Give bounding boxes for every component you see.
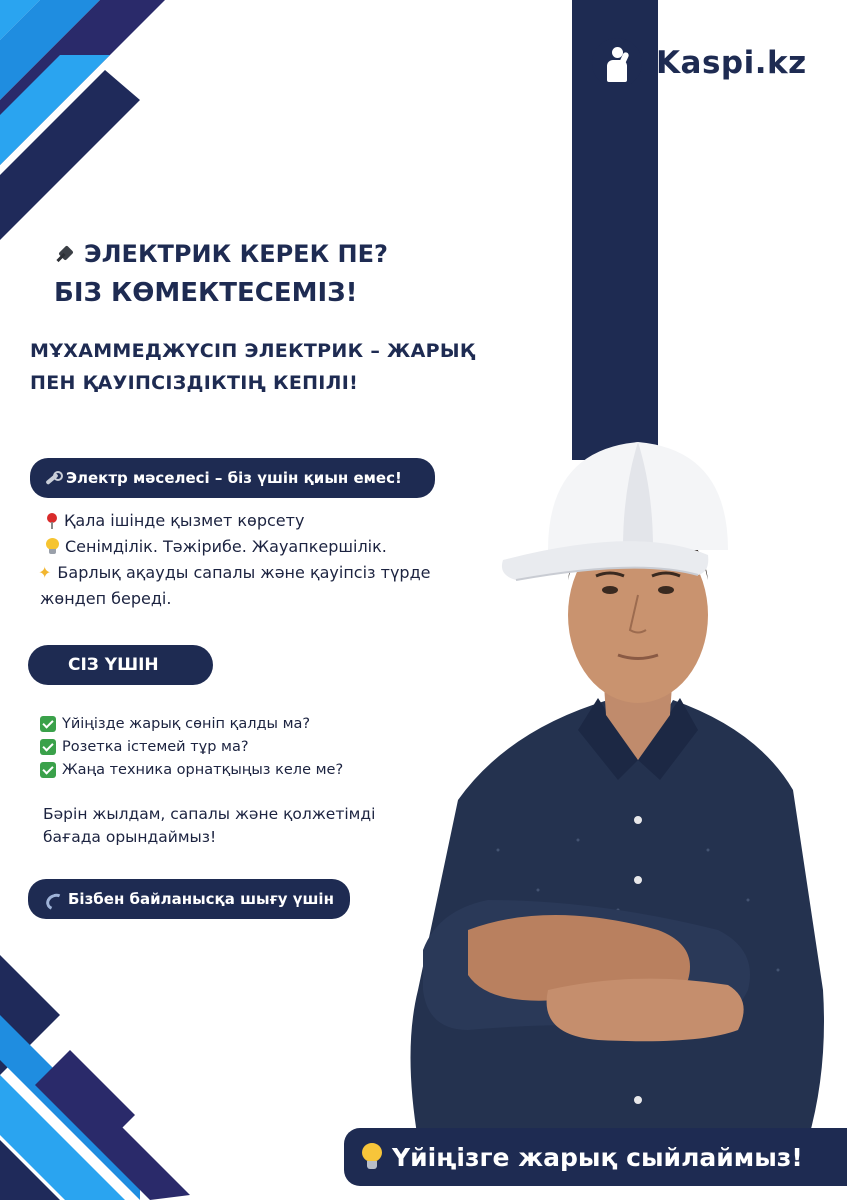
contact-button[interactable] xyxy=(28,879,350,919)
wrench-icon xyxy=(44,470,60,486)
subheadline-line-1: МҰХАММЕДЖҮСІП ЭЛЕКТРИК – ЖАРЫҚ xyxy=(30,340,475,362)
kaspi-logo[interactable] xyxy=(592,38,807,88)
subheadline-line-2: ПЕН ҚАУІПСІЗДІКТІҢ КЕПІЛІ! xyxy=(30,372,359,394)
bulb-icon xyxy=(46,538,59,555)
feature-item-2-text: Сенімділік. Тәжірибе. Жауапкершілік. xyxy=(65,537,387,556)
feature-item-3-text: Барлық ақауды сапалы және қауіпсіз түрде xyxy=(57,563,431,582)
contact-button-label: Бізбен байланысқа шығу үшін xyxy=(68,890,334,908)
question-1-text: Үйіңізде жарық сөніп қалды ма? xyxy=(62,716,311,732)
plug-icon xyxy=(54,242,76,266)
for-you-label: СІЗ ҮШІН xyxy=(28,645,213,685)
question-3 xyxy=(40,762,343,778)
question-2 xyxy=(40,739,249,755)
top-left-stripes xyxy=(0,0,170,240)
feature-item-3 xyxy=(38,563,430,582)
problem-banner-text: Электр мәселесі – біз үшін қиын емес! xyxy=(66,469,402,487)
promise-line-2: бағада орындаймыз! xyxy=(43,828,217,846)
problem-banner xyxy=(30,458,435,498)
electrician-photo xyxy=(398,430,847,1140)
check-icon xyxy=(40,739,56,755)
check-icon xyxy=(40,762,56,778)
question-2-text: Розетка істемей тұр ма? xyxy=(62,739,249,755)
headline-line-1 xyxy=(54,240,388,268)
kaspi-badge-icon xyxy=(592,38,642,88)
feature-item-1-text: Қала ішінде қызмет көрсету xyxy=(64,511,305,530)
logo-text: Kaspi.kz xyxy=(656,45,807,81)
pin-icon xyxy=(46,513,58,529)
headline-line-1-text: ЭЛЕКТРИК КЕРЕК ПЕ? xyxy=(84,240,388,268)
sparkle-icon: ✦ xyxy=(38,563,52,582)
bottom-left-stripes xyxy=(0,955,200,1200)
footer-slogan-banner xyxy=(344,1128,847,1186)
phone-icon xyxy=(44,891,60,907)
check-icon xyxy=(40,716,56,732)
feature-item-3-cont: жөндеп береді. xyxy=(40,589,172,608)
promise-line-1: Бәрін жылдам, сапалы және қолжетімді xyxy=(43,805,376,823)
footer-slogan-text: Үйіңізге жарық сыйлаймыз! xyxy=(392,1142,803,1172)
headline-line-2: БІЗ КӨМЕКТЕСЕМІЗ! xyxy=(54,278,358,308)
feature-item-2 xyxy=(46,537,387,556)
question-1 xyxy=(40,716,310,732)
question-3-text: Жаңа техника орнатқыңыз келе ме? xyxy=(62,762,344,778)
bulb-icon xyxy=(362,1143,382,1171)
feature-item-1 xyxy=(46,511,304,530)
